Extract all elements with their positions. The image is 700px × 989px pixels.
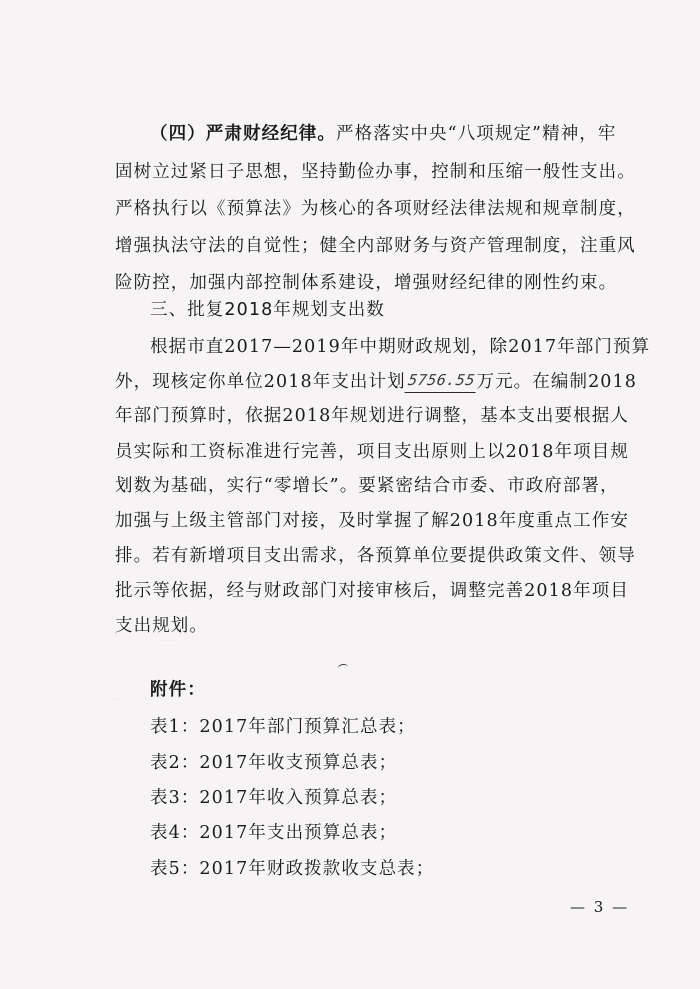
handwritten-amount: 5756.55	[404, 368, 478, 393]
page-number: — 3 —	[570, 898, 630, 916]
section-three-line-2	[115, 370, 638, 395]
bleed-through-trace: 一	[175, 605, 189, 620]
section-three-line-3: 年部门预算时，依据2018年规划进行调整，基本支出要根据人	[115, 406, 629, 426]
attachment-item-4: 表4：2017年支出预算总表；	[150, 823, 398, 843]
attachment-item-3: 表3：2017年收入预算总表；	[150, 788, 398, 808]
section-four-line-5: 险防控，加强内部控制体系建设，增强财经纪律的刚性约束。	[115, 273, 618, 293]
attachment-item-2: 表2：2017年收支预算总表；	[150, 753, 398, 773]
section-three-line-5: 划数为基础，实行“零增长”。要紧密结合市委、市政府部署，	[115, 476, 619, 496]
section-four-title: （四）严肃财经纪律。	[150, 124, 336, 144]
section-three-heading: 三、批复2018年规划支出数	[150, 300, 385, 320]
bleed-through-trace: 一	[108, 694, 122, 709]
section-three-line-1: 根据市直2017—2019年中期财政规划，除2017年部门预算	[150, 337, 651, 357]
section-three-line-6: 加强与上级主管部门对接，及时掌握了解2018年度重点工作安	[115, 511, 629, 531]
section-four-line-4: 增强执法守法的自觉性；健全内部财务与资产管理制度，注重风	[115, 236, 636, 256]
bleed-through-trace: 一	[160, 635, 174, 650]
attachment-item-1: 表1：2017年部门预算汇总表；	[150, 717, 416, 737]
attachment-item-5: 表5：2017年财政拨款收支总表；	[150, 859, 435, 879]
section-four-text: 严格落实中央“八项规定”精神，牢	[336, 124, 617, 144]
attachments-label: 附件：	[150, 680, 206, 700]
section-three-line-7: 排。若有新增项目支出需求，各预算单位要提供政策文件、领导	[115, 546, 636, 566]
section-three-line-4: 员实际和工资标准进行完善，项目支出原则上以2018年项目规	[115, 442, 629, 462]
section-four-line-2: 固树立过紧日子思想，坚持勤俭办事，控制和压缩一般性支出。	[115, 162, 636, 182]
section-three-text: 外，现核定你单位2018年支出计划	[115, 372, 406, 392]
section-three-text: 万元。在编制2018	[476, 372, 638, 392]
pen-mark-decoration	[338, 663, 349, 671]
section-three-line-8: 批示等依据，经与财政部门对接审核后，调整完善2018年项目	[115, 581, 629, 601]
section-three-line-9: 支出规划。	[115, 616, 208, 636]
section-four-line-3: 严格执行以《预算法》为核心的各项财经法律法规和规章制度，	[115, 199, 636, 219]
section-four-line-1	[150, 122, 650, 146]
